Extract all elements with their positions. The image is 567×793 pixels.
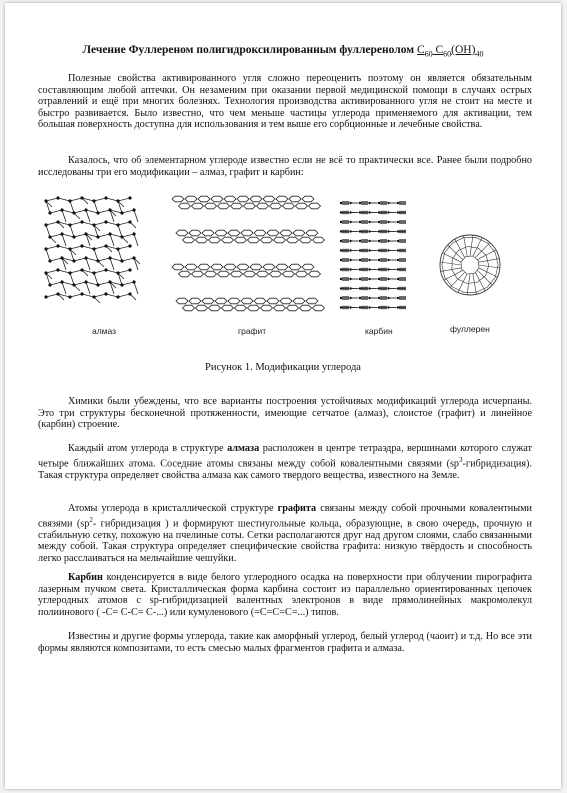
paragraph-1: Полезные свойства активированного угля сложно переоценить поэтому он является обязательным составляющим любой аптечки. Он незаменим при оказании первой медицинской помощи в случаях острых отравлений и ещё при многих болезнях. Технология производства активированного угля не стоит на месте и быстро развивается. Было известно, что чем меньше частицы углерода применяемого для активации, тем большая поверхность доступна для использования и тем выше его сорбционные и лечебные свойства.	[38, 73, 532, 131]
fullerene-structure-image	[440, 235, 500, 295]
paragraph-group	[38, 396, 532, 431]
paragraph-carbyne	[38, 572, 532, 618]
paragraph-diamond	[38, 443, 532, 481]
graphite-structure-image	[172, 196, 325, 311]
paragraph-intro	[38, 73, 532, 131]
figure-caption: Рисунок 1. Модификации углерода	[205, 362, 361, 373]
label-carbyne: карбин	[365, 326, 393, 336]
title-text: Лечение Фуллереном полигидроксилированным фуллеренолом	[82, 44, 415, 56]
label-graphite: графит	[238, 326, 267, 336]
diamond-structure-image	[44, 196, 140, 303]
paragraph-7: Известны и другие формы углерода, такие как аморфный углерод, белый углерод (чаоит) и т.д. Но все эти формы являются композитами, то есть смесью малых фрагментов графита и алмаза.	[38, 631, 532, 654]
title-formula: $C_{60}$ $C_{60}(OH)_{40}$	[416, 44, 484, 59]
paragraph-3: Химики были убеждены, что все варианты построения устойчивых модификаций углерода исчерпаны. Это три структуры бесконечной протяженности, имеющие сетчатое (алмаз), слоистое (графит) и линейное (карбин) строение.	[38, 396, 532, 431]
paragraph-5: Атомы углерода в кристаллической структуре графита связаны между собой прочными ковалентными связями ($sp^2-$ гибридизация ) и формируют шестиугольные кольца, образующие, в свою очередь, прочную и стабильную сетку, похожую на пчелиные соты. Сетки располагаются друг над другом слоями, слабо связанными между собой. Такая структура определяет специфические свойства графита: низкую твёрдость и способность легко расслаиваться на мельчайшие чешуйки.	[38, 503, 532, 564]
label-fullerene: фуллерен	[450, 324, 490, 334]
label-diamond: алмаз	[92, 326, 117, 336]
paragraph-modifications	[38, 155, 532, 178]
paragraph-graphite	[38, 503, 532, 564]
paragraph-other-forms	[38, 631, 532, 654]
document-title	[5, 44, 561, 58]
carbon-modifications-figure	[38, 189, 532, 344]
carbyne-structure-image	[340, 202, 406, 309]
paragraph-6: Карбин конденсируется в виде белого углеродного осадка на поверхности при облучении пирографита лазерным пучком света. Кристаллическая форма карбина состоит из параллельно ориентированных цепочек углеродных атомов с sp-гибридизацией валентных электронов в виде прямолинейных макромолекул полиинового ( -C= C-C= C-...) или кумуленового (=C=C=C=...) типов.	[38, 572, 532, 618]
paragraph-2: Казалось, что об элементарном углероде известно если не всё то практически все. Ранее были подробно исследованы три его модификации – алмаз, графит и карбин:	[38, 155, 532, 178]
paragraph-4: Каждый атом углерода в структуре алмаза расположен в центре тетраэдра, вершинами которого служат четыре ближайших атома. Соседние атомы связаны между собой ковалентными связями $(sp^3-гибридизация)$. Такая структура определяет свойства алмаза как самого твердого вещества, известного на Земле.	[38, 443, 532, 481]
figure-drawing	[38, 189, 532, 344]
document-page	[5, 3, 561, 789]
